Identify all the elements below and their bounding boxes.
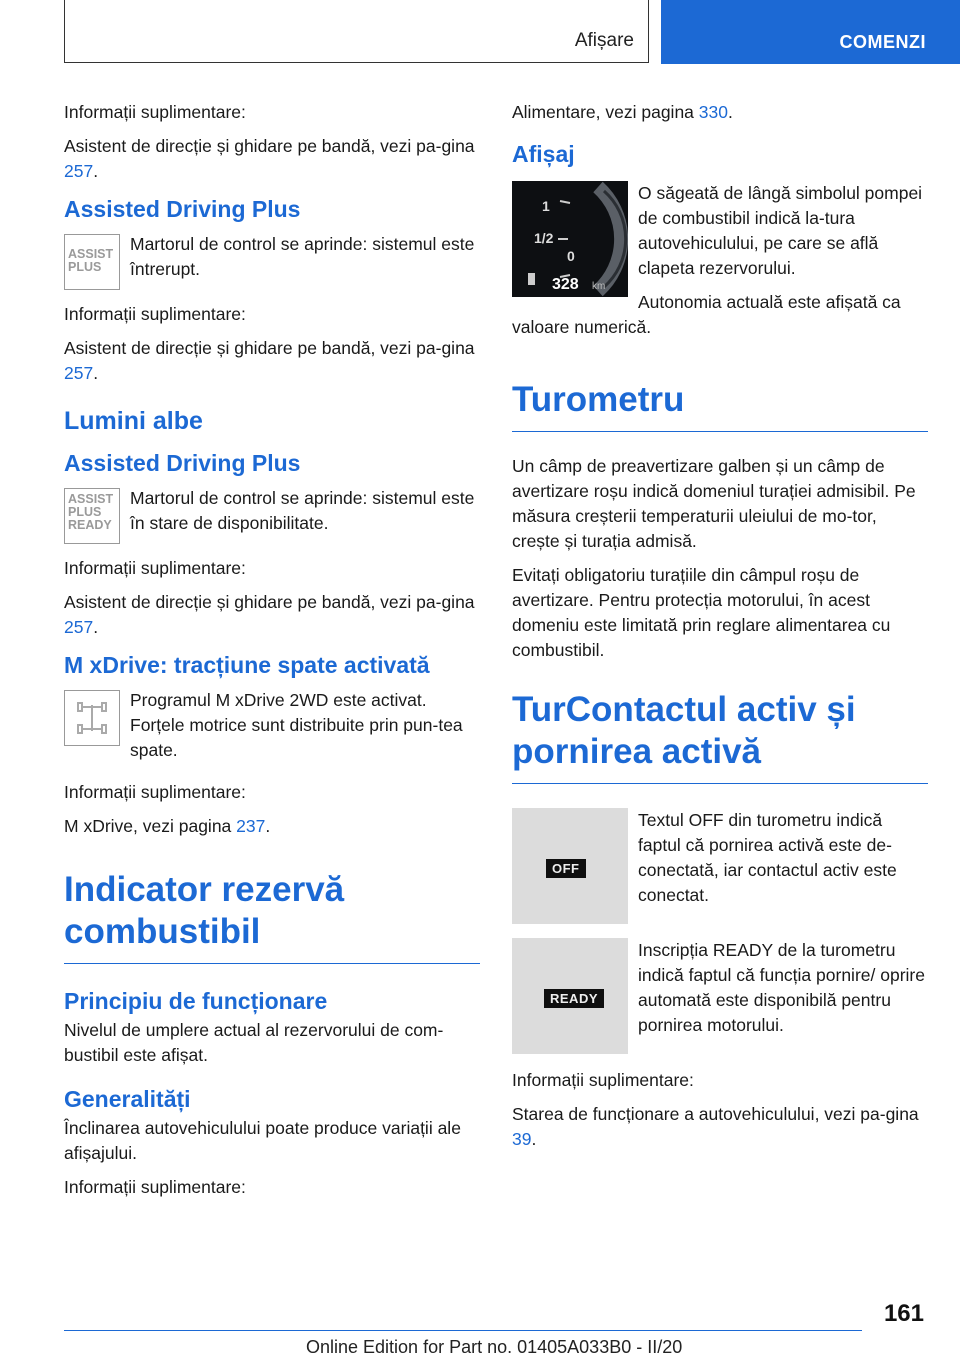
paragraph: M xDrive, vezi pagina 237. <box>64 816 271 836</box>
header-tab-label: COMENZI <box>839 32 926 52</box>
paragraph: Alimentare, vezi pagina 330. <box>512 102 733 122</box>
xdrive-rear-axle-icon <box>64 690 120 746</box>
icon-row <box>64 232 480 294</box>
heading-assisted-driving-plus-2: Assisted Driving Plus <box>64 450 301 476</box>
header-section-box <box>64 0 649 63</box>
off-badge: OFF <box>546 859 586 878</box>
gauge-label-full: 1 <box>542 198 550 214</box>
footer-divider <box>64 1330 862 1331</box>
icon-description: Textul OFF din turometru indică faptul că pornirea activă este de-conectată, iar contactul activ este conectat. <box>638 810 897 905</box>
assist-plus-ready-icon: ASSIST PLUS READY <box>64 488 120 544</box>
heading-m-xdrive: M xDrive: tracțiune spate activată <box>64 652 430 678</box>
heading-indicator-rezerva: Indicator rezervă combustibil <box>64 869 480 964</box>
right-column <box>512 100 928 1161</box>
afisaj-row <box>512 181 928 349</box>
paragraph: Asistent de direcție și ghidare pe bandă, vezi pa-gina 257. <box>64 592 475 637</box>
info-label: Informații suplimentare: <box>64 1177 246 1197</box>
icon-description: O săgeată de lângă simbolul pompei de combustibil indică la-tura autovehiculului, pe care se află clapeta rezervorului. <box>638 183 923 278</box>
fuel-gauge-image <box>512 181 628 297</box>
icon-description: Programul M xDrive 2WD este activat. Forțele motrice sunt distribuite prin pun-tea spate. <box>130 690 463 760</box>
gauge-label-empty: 0 <box>567 248 575 264</box>
heading-assisted-driving-plus: Assisted Driving Plus <box>64 196 301 222</box>
info-label: Informații suplimentare: <box>64 304 246 324</box>
info-label: Informații suplimentare: <box>64 558 246 578</box>
gauge-range-value: 328 <box>552 276 579 293</box>
page-number: 161 <box>883 1300 924 1327</box>
icon-description: Inscripția READY de la turometru indică faptul că funcția pornire/ oprire automată este disponibilă pentru pornirea motorului. <box>638 940 925 1035</box>
assist-plus-icon: ASSIST PLUS <box>64 234 120 290</box>
heading-principiu: Principiu de funcționare <box>64 988 328 1014</box>
info-label: Informații suplimentare: <box>512 1070 694 1090</box>
paragraph: Evitați obligatoriu turațiile din câmpul roșu de avertizare. Pentru protecția motorului, în acest domeniu este limitată prin reglare alimentarea cu combustibil. <box>512 565 891 660</box>
heading-turometru: Turometru <box>512 379 928 432</box>
heading-contact-activ: TurContactul activ și pornirea activă <box>512 689 928 784</box>
fuel-gauge-graphic <box>512 181 628 297</box>
off-indicator-image <box>512 808 628 924</box>
page-link[interactable]: 257 <box>64 161 94 181</box>
paragraph: Înclinarea autovehiculului poate produce variații ale afișajului. <box>64 1118 461 1163</box>
paragraph: Nivelul de umplere actual al rezervorului de com-bustibil este afișat. <box>64 1020 444 1065</box>
paragraph: Autonomia actuală este afișată ca valoare numerică. <box>512 292 901 337</box>
edition-text: Online Edition for Part no. 01405A033B0 - II/20 <box>306 1337 683 1357</box>
header-section-label: Afișare <box>574 30 634 51</box>
icon-row <box>64 688 480 772</box>
ready-indicator-image <box>512 938 628 1054</box>
ready-badge: READY <box>544 989 604 1008</box>
heading-afisaj: Afișaj <box>512 141 575 167</box>
page-link[interactable]: 237 <box>236 816 266 836</box>
info-label: Informații suplimentare: <box>64 782 246 802</box>
gauge-label-half: 1/2 <box>534 230 554 246</box>
left-column <box>64 100 480 1209</box>
info-label: Informații suplimentare: <box>64 102 246 122</box>
paragraph: Asistent de direcție și ghidare pe bandă, vezi pa-gina 257. <box>64 338 475 383</box>
page-link[interactable]: 257 <box>64 363 94 383</box>
gauge-range-unit: km <box>592 281 606 292</box>
icon-row <box>64 486 480 548</box>
icon-description: Martorul de control se aprinde: sistemul este întrerupt. <box>130 234 475 279</box>
page-link[interactable]: 39 <box>512 1129 532 1149</box>
heading-lumini-albe: Lumini albe <box>64 407 203 435</box>
paragraph: Starea de funcționare a autovehiculului, vezi pa-gina 39. <box>512 1104 919 1149</box>
page-link[interactable]: 257 <box>64 617 94 637</box>
heading-generalitati: Generalități <box>64 1086 191 1112</box>
off-row <box>512 808 928 938</box>
page-link[interactable]: 330 <box>698 102 728 122</box>
axle-icon <box>65 691 119 745</box>
paragraph: Asistent de direcție și ghidare pe bandă, vezi pa-gina 257. <box>64 136 475 181</box>
icon-description: Martorul de control se aprinde: sistemul este în stare de disponibilitate. <box>130 488 475 533</box>
paragraph: Un câmp de preavertizare galben și un câmp de avertizare roșu indică domeniul turației admisibil. Pe măsura creșterii temperaturii uleiului de mo-tor, crește și turația admisă. <box>512 456 916 551</box>
ready-row <box>512 938 928 1068</box>
header-tab[interactable] <box>661 0 960 64</box>
